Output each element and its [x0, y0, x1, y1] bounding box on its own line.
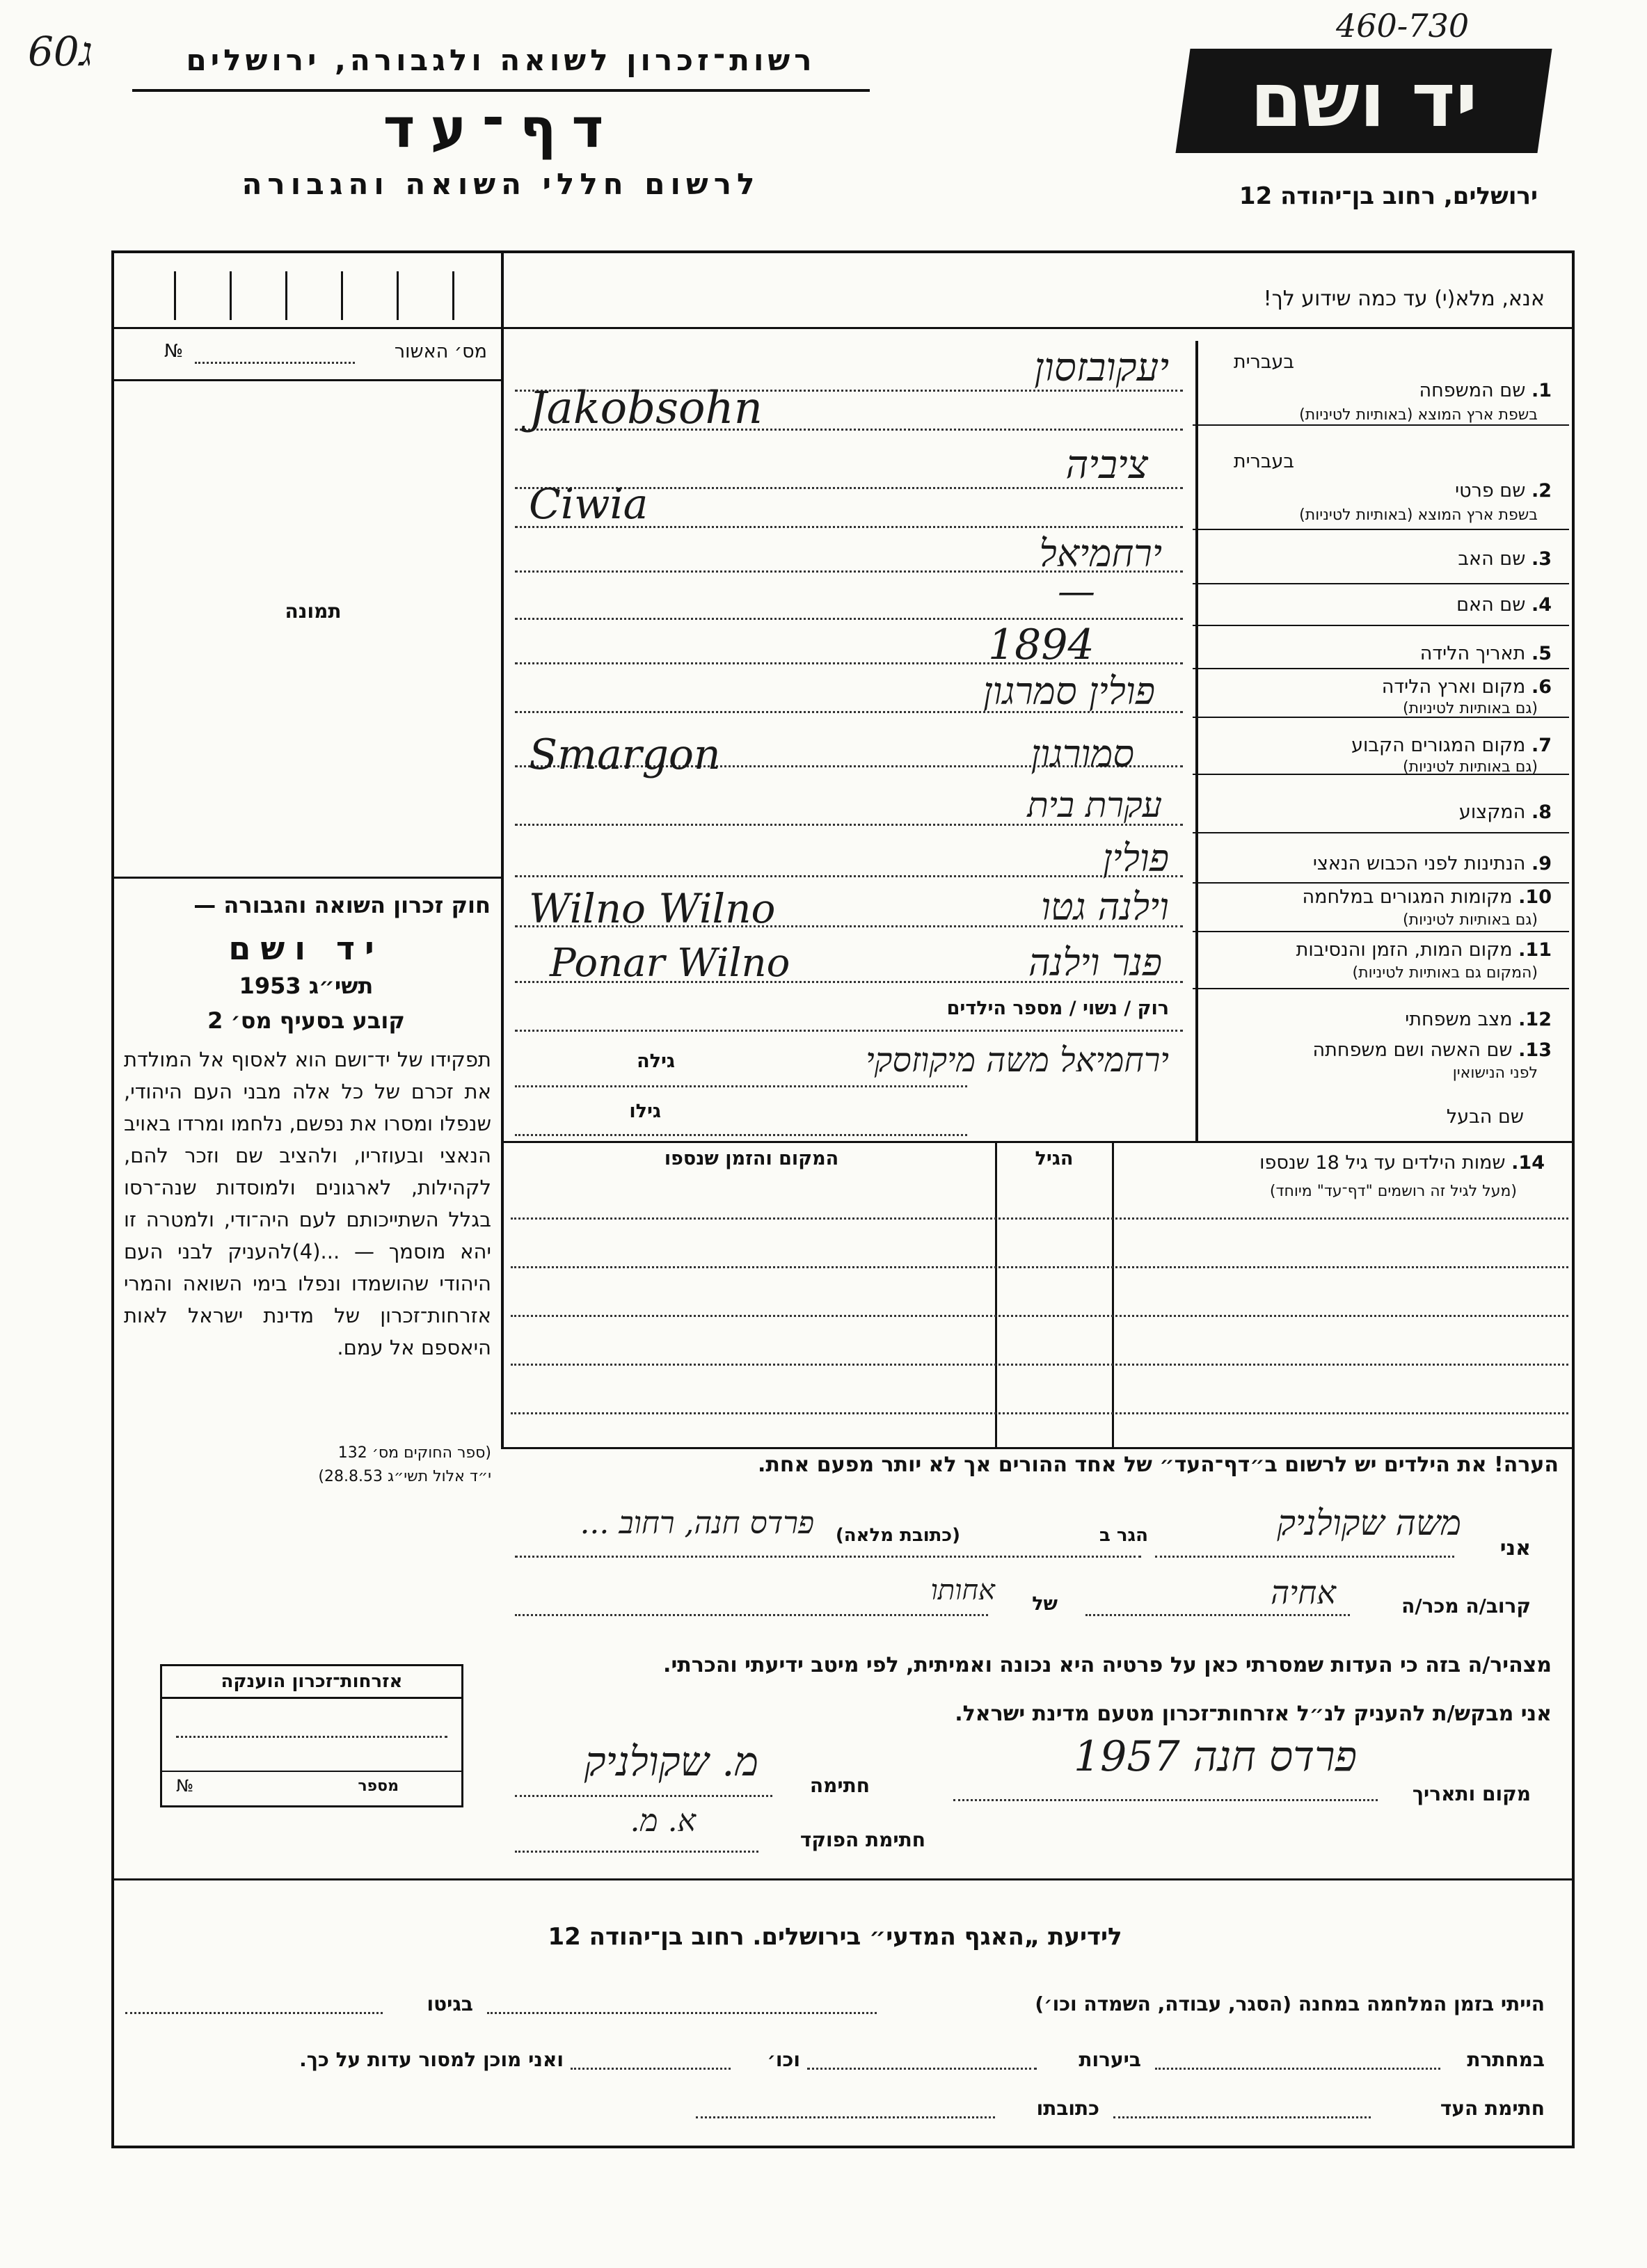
children-rows [504, 1141, 1572, 1447]
field-1-text: שם המשפחה [1419, 380, 1526, 401]
certificate-number-label: מספר [358, 1778, 399, 1795]
field-13-num: 13. [1518, 1039, 1552, 1061]
footer-title: לידיעת „האגף המדעי״ בירושלים. רחוב בן־יהודה 12 [548, 1923, 1122, 1951]
place-date-label: מקום ותאריך [1412, 1782, 1531, 1805]
field-8-text: המקצוע [1458, 801, 1526, 823]
declarant-address[interactable]: פרדס חנה, רחוב ... [580, 1506, 814, 1541]
approval-no-sign: № [164, 341, 184, 362]
field-2-latin[interactable]: Ciwia [529, 480, 649, 529]
field-7-text: מקום המגורים הקבוע [1351, 735, 1526, 756]
field-3-label [1204, 548, 1552, 570]
footer-line2-d: ואני מוכן למסור עדות על כך. [299, 2048, 564, 2071]
logo-text: יד ושם [1250, 57, 1478, 144]
field-6-text: מקום וארץ הלידה [1381, 676, 1526, 698]
official-signature[interactable]: א. מ. [630, 1803, 696, 1839]
footer-line1-field-b[interactable] [125, 2012, 383, 2014]
field-9-text: הנתינות לפני הכבוש הנאצי [1312, 853, 1526, 875]
form-subtitle: לרשום חללי השואה והגבורה [241, 167, 761, 201]
of-value[interactable]: אחותו [930, 1574, 995, 1606]
footer-line2-a: במחתרת [1467, 2048, 1545, 2071]
field-5-text: תאריך הלידה [1419, 643, 1526, 664]
husband-label: שם הבעל [1446, 1106, 1524, 1128]
intro-text: אנא, מלא(י) עד כמה שידוע לך! [1263, 287, 1545, 311]
field-9-label [1204, 853, 1552, 875]
field-1-latin[interactable]: Jakobsohn [529, 383, 763, 434]
field-7-latin[interactable]: Smargon [529, 730, 721, 779]
field-3-text: שם האב [1458, 548, 1526, 570]
footer-line2-field-c[interactable] [571, 2068, 731, 2070]
footer-line3-a: חתימת העד [1440, 2097, 1545, 2120]
children-text: שמות הילדים עד גיל 18 שנספו [1259, 1152, 1506, 1174]
corner-note-left: 60ג [28, 28, 93, 75]
footer-line2-c: וכו׳ [767, 2048, 800, 2071]
signature-value[interactable]: מ. שקולניק [584, 1738, 758, 1785]
certificate-row-1 [176, 1736, 447, 1738]
field-2-sub: בשפת ארץ המוצא (באותיות לטיניות) [1299, 506, 1538, 524]
field-10-value[interactable]: וילנה גטו [1041, 885, 1169, 929]
field-6-label [1204, 676, 1552, 698]
field-6-value[interactable]: פולין סמרגון [982, 669, 1155, 713]
field-8-num: 8. [1531, 801, 1552, 823]
field-2-lang: בעברית [1233, 451, 1294, 472]
certificate-no-sign: № [176, 1776, 193, 1796]
field-4-value[interactable]: — [1058, 569, 1095, 613]
declarant-name-line [1155, 1556, 1454, 1558]
field-5-value[interactable]: 1894 [988, 621, 1095, 669]
children-col-age: הגיל [1035, 1148, 1074, 1169]
declarant-address-line [515, 1556, 1141, 1558]
law-clause: קובע בסעיף מס׳ 2 [207, 1007, 405, 1034]
children-sub: (מעל לגיל זה רושמים "דף־עד" מיוחד) [1269, 1183, 1517, 1200]
field-8-value[interactable]: עקרת בית [1027, 785, 1162, 825]
field-12-options: רוק / נשוי / מספר הילדים [946, 998, 1169, 1019]
field-1-num: 1. [1531, 380, 1552, 401]
law-source: (ספר החוקים מס׳ 132 [337, 1444, 491, 1462]
field-12-text: מצב משפחתי [1405, 1009, 1513, 1030]
of-line [515, 1614, 988, 1616]
certificate-number-divider [162, 1771, 461, 1772]
footer-line1-b: בגיטו [427, 1993, 473, 2015]
law-title: חוק זכרון השואה והגבורה — [193, 892, 491, 918]
footer-line3-field-a[interactable] [1113, 2116, 1371, 2118]
field-13-age-label: גילה [637, 1051, 675, 1072]
place-date-line [953, 1799, 1378, 1801]
corner-note-right: 460-730 [1336, 7, 1470, 45]
law-name: יד ושם [228, 929, 384, 967]
field-13-value[interactable]: ירחמיאל משה מיקוזסקי [866, 1041, 1169, 1080]
field-7-value[interactable]: סמורגון [1031, 732, 1134, 776]
request-text: אני מבקש/ת להעניק לנ״ל אזרחות־זכרון מטעם מדינת ישראל. [955, 1702, 1552, 1726]
official-signature-label: חתימת הפוקד [799, 1828, 925, 1851]
field-7-label [1204, 735, 1552, 756]
footer-line1-field-a[interactable] [487, 2012, 877, 2014]
field-10-text: מקומות המגורים במלחמה [1302, 886, 1513, 908]
header-address: ירושלים, רחוב בן־יהודה 12 [1239, 182, 1538, 210]
declarant-i-label: אני [1499, 1536, 1531, 1560]
field-7-sub: (גם באותיות לטיניות) [1403, 758, 1538, 776]
footer-line3-field-b[interactable] [696, 2116, 995, 2118]
field-11-latin[interactable]: Ponar Wilno [550, 941, 790, 986]
field-13-sub: לפני הנישואין [1452, 1064, 1538, 1082]
field-10-sub: (גם באותיות לטיניות) [1403, 911, 1538, 929]
field-10-label [1204, 886, 1552, 908]
field-10-num: 10. [1518, 886, 1552, 908]
certificate-title: אזרחות־זכרון הוענקה [162, 1666, 461, 1699]
field-1-lang: בעברית [1233, 351, 1294, 373]
children-col-place: המקום והזמן שנספו [664, 1148, 839, 1169]
note-top [501, 1447, 1572, 1449]
husband-age-label: גילו [629, 1101, 661, 1122]
field-8-label [1204, 801, 1552, 823]
official-signature-line [515, 1851, 758, 1853]
law-year: תשי״ג 1953 [239, 973, 374, 999]
field-2-text: שם פרטי [1455, 480, 1526, 502]
footer-line3-b: כתובתו [1036, 2097, 1099, 2120]
field-1-sub: בשפת ארץ המוצא (באותיות לטיניות) [1299, 406, 1538, 424]
field-9-value[interactable]: פולין [1102, 836, 1169, 880]
field-7-num: 7. [1531, 735, 1552, 756]
declarant-address-label: (כתובת מלאה) [835, 1525, 960, 1546]
children-num: 14. [1511, 1152, 1545, 1174]
relative-value[interactable]: אחיה [1271, 1574, 1336, 1611]
footer-line2-field-b[interactable] [807, 2068, 1037, 2070]
field-2-hebrew[interactable]: ציביה [1065, 442, 1148, 488]
field-4-num: 4. [1531, 594, 1552, 616]
field-11-num: 11. [1518, 939, 1552, 961]
law-body: תפקידו של יד־ושם הוא לאסוף אל המולדת את זכרם של כל אלה מבני העם היהודי, שנפלו ומסרו את נפשם, נלחמו ומרדו באויב הנאצי ובעוזריו, ולהציב שם וזכר להם, לקהילות, לארגונים ולמוסדות שנה־רסו בגלל השתייכותם לעם היה־ודי, ולמטרה זו יהא מוסמך — ...(4)להעניק לבני העם היהודי שהושמדו ונפלו בימי השואה והמרי אזרחות־זכרון של מדינת ישראל לאות היאספם אל עמם. [124, 1048, 491, 1359]
field-11-label [1204, 939, 1552, 961]
declaration-text: מצהיר/ה בזה כי העדות שמסרתי כאן על פרטיה היא נכונה ואמיתית, לפי מיטב ידיעתי והכרתי. [663, 1653, 1552, 1677]
field-6-sub: (גם באותיות לטיניות) [1403, 700, 1538, 717]
field-3-num: 3. [1531, 548, 1552, 570]
footer-line2-b: ביערות [1079, 2048, 1141, 2071]
field-5-num: 5. [1531, 643, 1552, 664]
signature-label: חתימה [809, 1774, 870, 1797]
field-12-label [1204, 1009, 1552, 1030]
field-11-value[interactable]: פנר וילנה [1028, 941, 1162, 984]
field-1-hebrew[interactable]: יעקובזסון [1034, 345, 1169, 390]
declarant-name[interactable]: משה שקולניק [1277, 1503, 1461, 1543]
field-6-num: 6. [1531, 676, 1552, 698]
field-13-label [1204, 1039, 1552, 1061]
footer-line2-field-a[interactable] [1155, 2068, 1440, 2070]
field-1-label [1204, 380, 1552, 401]
note-text: הערה! את הילדים יש לרשום ב״דף־העד״ של אחד ההורים אך לא יותר מפעם אחת. [758, 1453, 1559, 1477]
field-2-label [1204, 480, 1552, 502]
field-12-num: 12. [1518, 1009, 1552, 1030]
field-9-num: 9. [1531, 853, 1552, 875]
certificate-box [160, 1664, 463, 1807]
field-11-sub: (המקום גם באותיות לטיניות) [1352, 964, 1538, 982]
approval-label: מס׳ האשור [394, 341, 487, 362]
form-title: דף־עד [383, 97, 619, 160]
law-date: י״ד אלול תשי״ג 28.8.53) [318, 1468, 491, 1485]
field-2-num: 2. [1531, 480, 1552, 502]
photo-label: תמונה [285, 600, 342, 623]
field-10-latin[interactable]: Wilno Wilno [529, 885, 776, 932]
relative-label: קרוב/ה מכר/ה [1401, 1595, 1531, 1618]
field-11-text: מקום המות, הזמן והנסיבות [1296, 939, 1513, 961]
signature-line [515, 1795, 772, 1797]
field-4-label [1204, 594, 1552, 616]
place-date-value[interactable]: פרדס חנה 1957 [1073, 1732, 1357, 1781]
of-label: של [1032, 1593, 1058, 1615]
declarant-resides-label: הגר ב [1099, 1525, 1148, 1546]
field-5-label [1204, 643, 1552, 664]
field-4-text: שם האם [1456, 594, 1526, 616]
footer-line1-a: הייתי בזמן המלחמה במחנה (הסגר, עבודה, השמדה וכו׳) [1035, 1993, 1545, 2015]
authority-name: רשות־זכרון לשואה ולגבורה, ירושלים [186, 43, 816, 77]
field-3-value[interactable]: ירחמיאל [1039, 532, 1162, 575]
footer-top [111, 1878, 1572, 1880]
relative-line [1085, 1614, 1350, 1616]
field-13-text: שם האשה ושם משפחתה [1312, 1039, 1513, 1061]
